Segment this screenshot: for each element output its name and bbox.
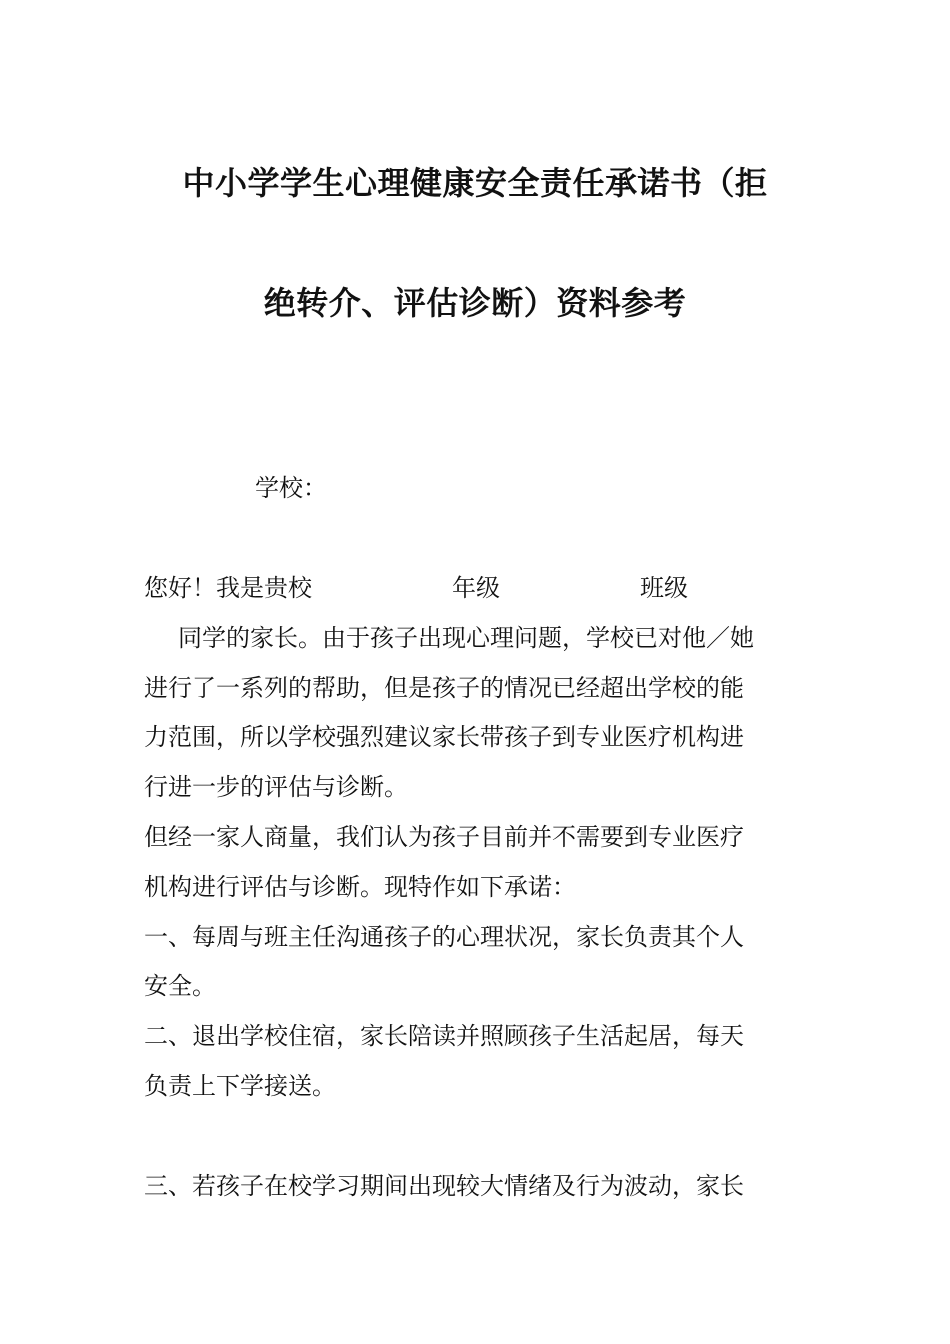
pledge-item-3: 三、若孩子在校学习期间出现较大情绪及行为波动，家长: [144, 1172, 744, 1200]
body-line: 机构进行评估与诊断。现特作如下承诺：: [144, 873, 576, 901]
school-label: 学校：: [255, 474, 327, 502]
body-line: 安全。: [144, 972, 216, 1000]
body-line: 但经一家人商量，我们认为孩子目前并不需要到专业医疗: [144, 823, 744, 851]
body-line: 同学的家长。由于孩子出现心理问题，学校已对他／她: [178, 624, 754, 652]
document-title-line-2: 绝转介、评估诊断）资料参考: [263, 284, 687, 322]
class-label: 班级: [640, 574, 688, 602]
grade-label: 年级: [452, 574, 500, 602]
body-line: 行进一步的评估与诊断。: [144, 773, 408, 801]
pledge-item-2: 二、退出学校住宿，家长陪读并照顾孩子生活起居，每天: [144, 1022, 744, 1050]
greeting-line: [144, 572, 688, 604]
pledge-item-1: 一、每周与班主任沟通孩子的心理状况，家长负责其个人: [144, 923, 744, 951]
body-line: 进行了一系列的帮助，但是孩子的情况已经超出学校的能: [144, 674, 744, 702]
document-title-line-1: 中小学学生心理健康安全责任承诺书（拒: [182, 164, 768, 202]
body-line: 负责上下学接送。: [144, 1072, 336, 1100]
greeting-text: 您好！我是贵校: [144, 574, 312, 602]
body-line: 力范围，所以学校强烈建议家长带孩子到专业医疗机构进: [144, 723, 744, 751]
